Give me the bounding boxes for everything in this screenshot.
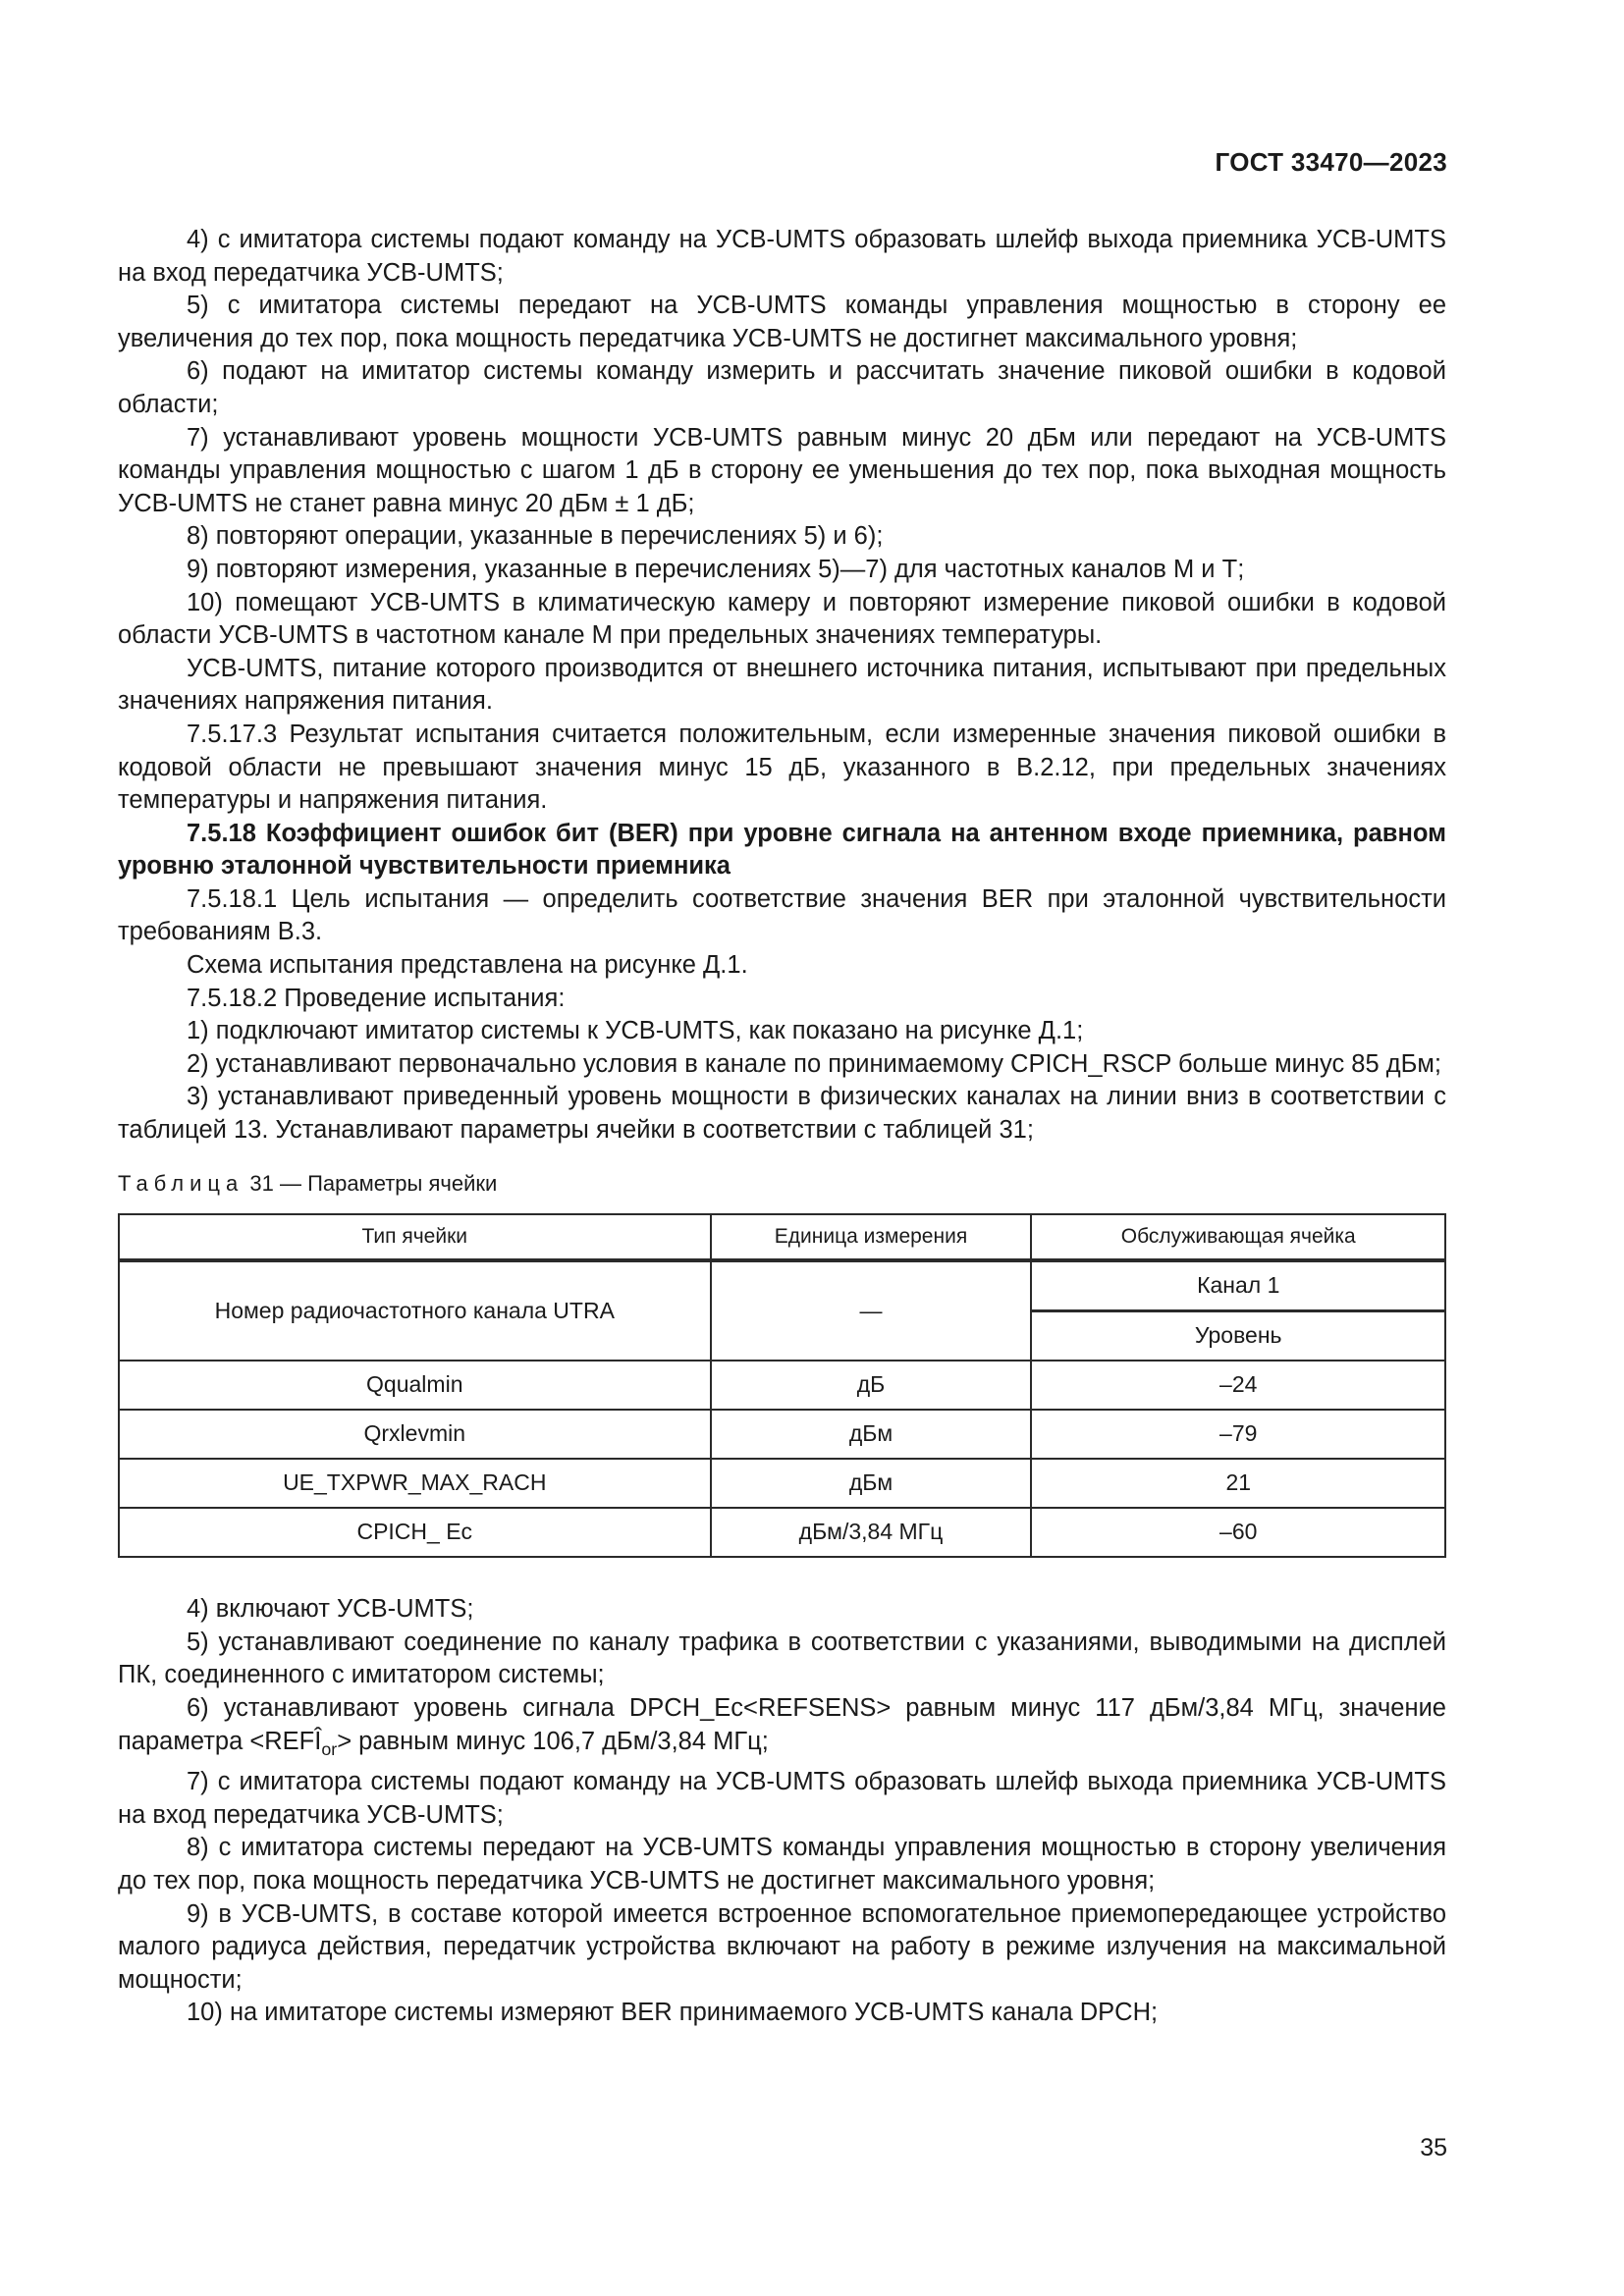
table-caption xyxy=(118,1167,1446,1201)
paragraph: 4) с имитатора системы подают команду на УСВ-UMTS образовать шлейф выхода приемника УСВ-UMTS на вход передатчика УСВ-UMTS; xyxy=(118,226,1446,287)
paragraph: 9) в УСВ-UMTS, в составе которой имеется встроенное вспомогательное приемопередающее устройство малого радиуса действия, передатчик устройства включают на работу в режиме излучения на максимальной мощности; xyxy=(118,1899,1446,1994)
table-cell: 21 xyxy=(1031,1459,1445,1508)
paragraph: 7.5.18.2 Проведение испытания: xyxy=(187,984,566,1012)
paragraph: 8) с имитатора системы передают на УСВ-UMTS команды управления мощностью в сторону увеличения до тех пор, пока мощность передатчика УСВ-UMTS не достигнет максимального уровня; xyxy=(118,1834,1446,1896)
paragraph: 10) на имитаторе системы измеряют BER принимаемого УСВ-UMTS канала DPCH; xyxy=(187,1999,1159,2027)
paragraph: 10) помещают УСВ-UMTS в климатическую камеру и повторяют измерение пиковой ошибки в кодовой области УСВ-UMTS в частотном канале М при предельных значениях температуры. xyxy=(118,588,1446,650)
paragraph: 1) подключают имитатор системы к УСВ-UMTS, как показано на рисунке Д.1; xyxy=(187,1017,1084,1045)
table-row xyxy=(119,1508,1445,1557)
paragraph: 6) подают на имитатор системы команду измерить и рассчитать значение пиковой ошибки в кодовой области; xyxy=(118,357,1446,418)
document-code: ГОСТ 33470—2023 xyxy=(1215,147,1447,177)
table-cell: дБм xyxy=(711,1410,1032,1459)
paragraph: 7.5.17.3 Результат испытания считается положительным, если измеренные значения пиковой ошибки в кодовой области не превышают значения минус 15 дБ, указанного в В.2.12, при предельных значениях температуры и напряжения питания. xyxy=(118,720,1446,815)
table-row xyxy=(119,1260,1445,1311)
subscript-text: or xyxy=(321,1738,338,1759)
paragraph: 2) устанавливают первоначально условия в канале по принимаемому CPICH_RSCP больше минус 85 дБм; xyxy=(187,1049,1441,1078)
paragraph: УСВ-UMTS, питание которого производится от внешнего источника питания, испытывают при предельных значениях напряжения питания. xyxy=(118,654,1446,716)
table-cell: UE_TXPWR_MAX_RACH xyxy=(119,1459,711,1508)
paragraph: 7) с имитатора системы подают команду на УСВ-UMTS образовать шлейф выхода приемника УСВ-UMTS на вход передатчика УСВ-UMTS; xyxy=(118,1768,1446,1829)
table-cell: дБм/3,84 МГц xyxy=(711,1508,1032,1557)
table-caption-word: Таблица xyxy=(118,1170,244,1196)
table-cell: –24 xyxy=(1031,1361,1445,1410)
table-cell: дБм xyxy=(711,1459,1032,1508)
table-cell: –60 xyxy=(1031,1508,1445,1557)
paragraph: Схема испытания представлена на рисунке Д.1. xyxy=(187,951,748,980)
table-cell: –79 xyxy=(1031,1410,1445,1459)
paragraph: 3) устанавливают приведенный уровень мощности в физических каналах на линии вниз в соответствии с таблицей 13. Устанавливают параметры ячейки в соответствии с таблицей 31; xyxy=(118,1083,1446,1145)
paragraph: 7) устанавливают уровень мощности УСВ-UMTS равным минус 20 дБм или передают на УСВ-UMTS команды управления мощностью с шагом 1 дБ в сторону ее уменьшения до тех пор, пока выходная мощность УСВ-UMTS не станет равна минус 20 дБм ± 1 дБ; xyxy=(118,423,1446,517)
table-row xyxy=(119,1361,1445,1410)
page-number: 35 xyxy=(1420,2134,1447,2162)
table-cell: — xyxy=(711,1260,1032,1361)
paragraph: 9) повторяют измерения, указанные в перечислениях 5)—7) для частотных каналов М и Т; xyxy=(187,555,1245,583)
table-caption-title: 31 — Параметры ячейки xyxy=(249,1170,498,1196)
table-cell: дБ xyxy=(711,1361,1032,1410)
paragraph-text: 6) устанавливают уровень сигнала DPCH_Ec<REFSENS> равным минус 117 дБм/3,84 МГц, значение параметра <REFÎ xyxy=(118,1694,1446,1755)
table-row xyxy=(119,1459,1445,1508)
table-cell: Qqualmin xyxy=(119,1361,711,1410)
table-cell: Канал 1 xyxy=(1031,1260,1445,1311)
paragraph: 5) устанавливают соединение по каналу трафика в соответствии с указаниями, выводимыми на дисплей ПК, соединенного с имитатором системы; xyxy=(118,1628,1446,1689)
table-row xyxy=(119,1410,1445,1459)
table-header-row xyxy=(119,1214,1445,1260)
paragraph xyxy=(118,1692,1446,1766)
column-header: Единица измерения xyxy=(711,1214,1032,1260)
paragraph: 8) повторяют операции, указанные в перечислениях 5) и 6); xyxy=(187,522,884,551)
cell-parameters-table xyxy=(118,1213,1446,1558)
table-cell: CPICH_ Ec xyxy=(119,1508,711,1557)
paragraph: 7.5.18.1 Цель испытания — определить соответствие значения BER при эталонной чувствительности требованиям В.3. xyxy=(118,884,1446,946)
paragraph-text: > равным минус 106,7 дБм/3,84 МГц; xyxy=(337,1727,769,1755)
section-heading: 7.5.18 Коэффициент ошибок бит (BER) при уровне сигнала на антенном входе приемника, равном уровню эталонной чувствительности приемника xyxy=(118,819,1446,881)
column-header: Тип ячейки xyxy=(119,1214,711,1260)
paragraph: 5) с имитатора системы передают на УСВ-UMTS команды управления мощностью в сторону ее увеличения до тех пор, пока мощность передатчика УСВ-UMTS не достигнет максимального уровня; xyxy=(118,292,1446,352)
table-cell: Qrxlevmin xyxy=(119,1410,711,1459)
paragraph: 4) включают УСВ-UMTS; xyxy=(187,1595,474,1624)
page-content xyxy=(118,224,1446,2030)
column-header: Обслуживающая ячейка xyxy=(1031,1214,1445,1260)
table-cell: Уровень xyxy=(1031,1311,1445,1362)
table-cell: Номер радиочастотного канала UTRA xyxy=(119,1260,711,1361)
